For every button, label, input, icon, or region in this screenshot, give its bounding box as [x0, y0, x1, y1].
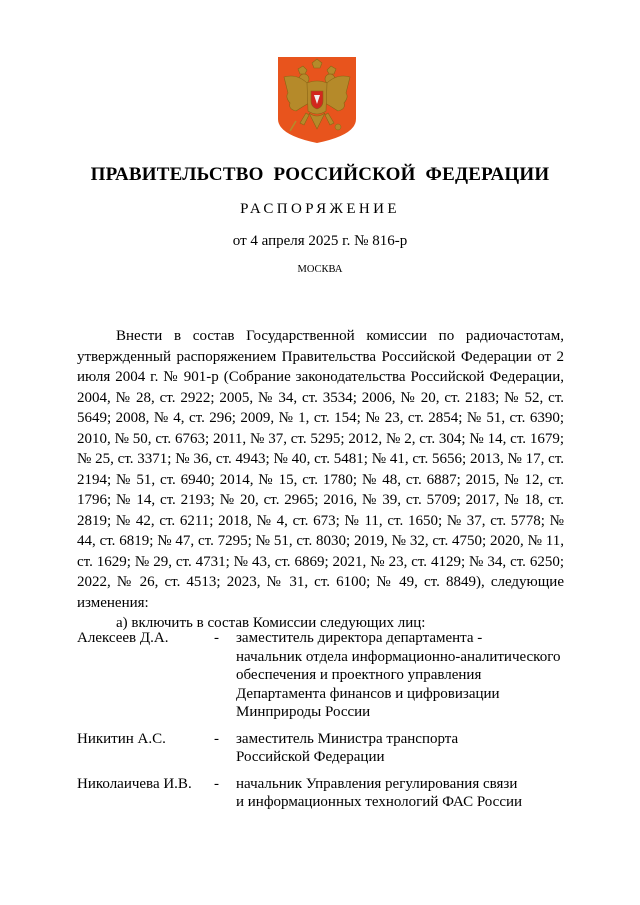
- document-date-number: от 4 апреля 2025 г. № 816-р: [232, 233, 408, 249]
- document-type: РАСПОРЯЖЕНИЕ: [240, 201, 400, 217]
- member-position-line: Департамента финансов и цифровизации: [236, 685, 500, 702]
- member-position-line: и информационных технологий ФАС России: [236, 794, 523, 810]
- member-position-line: Минприроды России: [236, 704, 371, 720]
- item-a: а) включить в состав Комиссии следующих лиц:: [116, 615, 426, 631]
- member-position-line: Российской Федерации: [236, 749, 385, 765]
- member-position-line: начальник Управления регулирования связи: [236, 775, 518, 792]
- member-name: Алексеев Д.А.: [77, 630, 169, 646]
- member-name: Николаичева И.В.: [77, 775, 192, 792]
- members-list: [77, 629, 577, 820]
- state-emblem: [276, 55, 358, 145]
- member-position: [236, 629, 577, 722]
- member-row: [77, 730, 577, 767]
- member-position-line: обеспечения и проектного управления: [236, 667, 482, 683]
- government-title: ПРАВИТЕЛЬСТВО РОССИЙСКОЙ ФЕДЕРАЦИИ: [90, 164, 550, 185]
- document-city: МОСКВА: [297, 264, 343, 275]
- member-dash: -: [214, 775, 219, 792]
- member-position-line: начальник отдела информационно-аналитического: [236, 648, 561, 665]
- member-row: [77, 775, 577, 812]
- member-dash: -: [214, 730, 219, 747]
- member-row: [77, 629, 577, 722]
- member-position-line: заместитель директора департамента -: [236, 630, 483, 646]
- document-body: [77, 326, 564, 634]
- member-position: [236, 775, 577, 812]
- member-position: [236, 730, 577, 767]
- coat-of-arms-icon: [276, 55, 358, 145]
- member-dash: -: [214, 630, 219, 646]
- member-name: Никитин А.С.: [77, 730, 166, 747]
- member-position-line: заместитель Министра транспорта: [236, 730, 459, 747]
- main-paragraph: Внести в состав Государственной комиссии по радиочастотам, утвержденный распоряжением Правительства Российской Федерации от 2 июля 2004 г. № 901-р (Собрание законодательства Российской Федерации, 2004, № 28, ст. 2922; 2005, № 34, ст. 3534; 2006, № 20, ст. 2183; № 52, ст. 5649; 2008, № 4, ст. 296; 2009, № 1, ст. 154; № 23, ст. 2854; № 51, ст. 6390; 2010, № 50, ст. 6763; 2011, № 37, ст. 5295; 2012, № 2, ст. 304; № 14, ст. 1679; № 25, ст. 3371; № 36, ст. 4943; № 40, ст. 5481; № 41, ст. 5656; 2013, № 17, ст. 2194; № 51, ст. 6940; 2014, № 15, ст. 1780; № 48, ст. 6887; 2015, № 12, ст. 1796; № 14, ст. 2193; № 20, ст. 2965; 2016, № 39, ст. 5709; 2017, № 18, ст. 2819; № 42, ст. 6211; 2018, № 4, ст. 673; № 11, ст. 1650; № 37, ст. 5778; № 44, ст. 6819; № 47, ст. 7295; № 51, ст. 8030; 2019, № 32, ст. 4750; 2020, № 11, ст. 1629; № 29, ст. 4731; № 43, ст. 6869; 2021, № 23, ст. 4129; № 34, ст. 6250; 2022, № 26, ст. 4513; 2023, № 31, ст. 6100; № 49, ст. 8849), следующие изменения:: [77, 328, 564, 611]
